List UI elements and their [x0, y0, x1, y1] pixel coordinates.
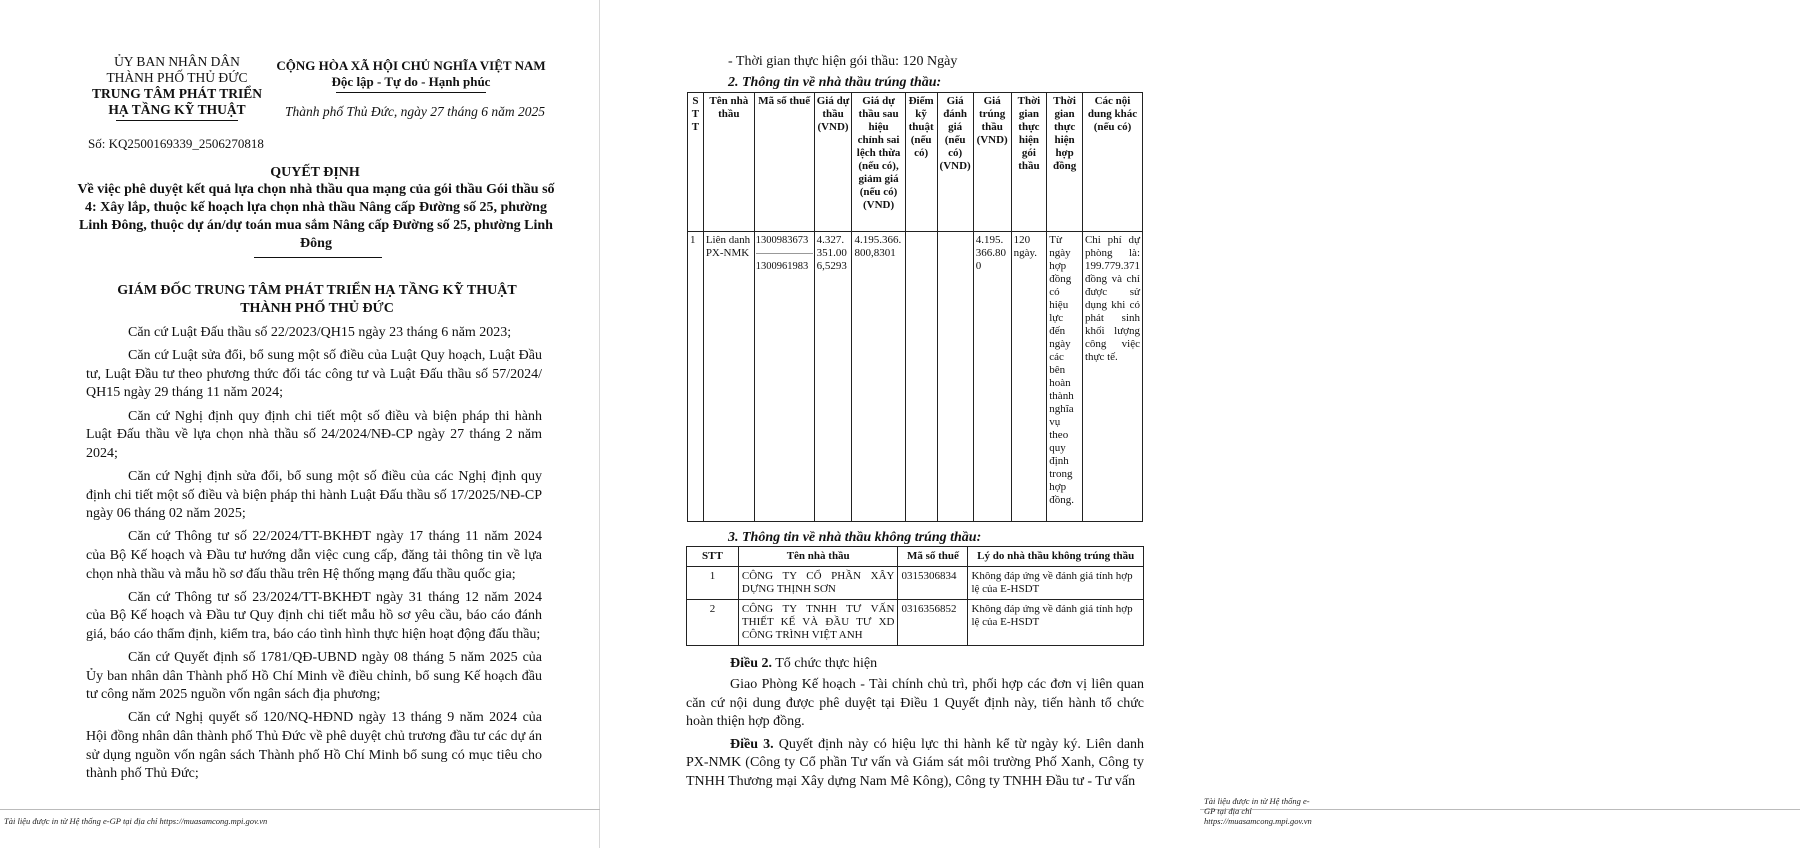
cell-name: Liên danh PX-NMK — [703, 232, 754, 522]
national-motto-header — [266, 58, 556, 93]
winner-table-header — [688, 93, 1143, 232]
legal-basis-paragraph: Căn cứ Thông tư số 22/2024/TT-BKHĐT ngày 17 tháng 11 năm 2024 của Bộ Kế hoạch và Đầu tư hướng dẫn việc cung cấp, đăng tải thông tin về lựa chọn nhà thầu và mẫu hồ sơ đấu thầu trên Hệ thống mạng đấu thầu quốc gia; — [86, 529, 542, 582]
article-3-text: Quyết định này có hiệu lực thi hành kể từ ngày ký. Liên danh PX-NMK (Công ty Cổ phần Tư vấn và Giám sát môi trường Phố Xanh, Công ty TNHH Thương mại Xây dựng Nam Mê Kông), Công ty TNHH Đầu tư - Tư vấn — [686, 736, 1145, 789]
director-title-line-1: GIÁM ĐỐC TRUNG TÂM PHÁT TRIỂN HẠ TẦNG KỸ THUẬT — [117, 283, 517, 298]
cell-stt: 1 — [688, 232, 704, 522]
cell-tax: 0315306834 — [898, 567, 968, 600]
page-footer: Tài liệu được in từ Hệ thống e-GP tại địa chỉ https://muasamcong.mpi.gov.vn — [4, 816, 268, 826]
col-header: Giá đánh giá (nếu có) (VND) — [937, 93, 973, 232]
article-2-heading — [730, 656, 877, 672]
col-header: Tên nhà thầu — [703, 93, 754, 232]
article-2-text: Giao Phòng Kế hoạch - Tài chính chủ trì, phối hợp các đơn vị liên quan căn cứ nội dung được phê duyệt tại Điều 1 Quyết định này, tiến hành tổ chức hoàn thiện hợp đồng. — [686, 677, 1144, 730]
legal-basis-paragraph: Căn cứ Luật Đấu thầu số 22/2023/QH15 ngày 23 tháng 6 năm 2023; — [128, 325, 512, 340]
cell-eval-price — [937, 232, 973, 522]
cell-reason: Không đáp ứng về đánh giá tính hợp lệ của E-HSDT — [968, 567, 1144, 600]
issuing-agency-header — [72, 54, 282, 121]
national-title: CỘNG HÒA XÃ HỘI CHỦ NGHĨA VIỆT NAM — [276, 58, 546, 73]
cell-name: CÔNG TY CỔ PHẦN XÂY DỰNG THỊNH SƠN — [738, 567, 898, 600]
cell-reason: Không đáp ứng về đánh giá tính hợp lệ của E-HSDT — [968, 600, 1144, 646]
col-header: Điểm kỹ thuật (nếu có) — [905, 93, 937, 232]
tax-code-1: 1300983673 — [755, 235, 809, 246]
col-header: Tên nhà thầu — [738, 547, 898, 567]
agency-line-2: THÀNH PHỐ THỦ ĐỨC — [106, 70, 248, 85]
article-3-label: Điều 3. — [730, 736, 774, 752]
package-duration: - Thời gian thực hiện gói thầu: 120 Ngày — [728, 54, 958, 69]
col-header: Mã số thuế — [898, 547, 968, 567]
legal-basis-paragraph: Căn cứ Nghị định quy định chi tiết một số điều và biện pháp thi hành Luật Đấu thầu về lựa chọn nhà thầu số 24/2024/NĐ-CP ngày 27 tháng 2 năm 2024; — [86, 408, 542, 461]
decision-subject: Về việc phê duyệt kết quả lựa chọn nhà thầu qua mạng của gói thầu Gói thầu số 4: Xây lắp, thuộc kế hoạch lựa chọn nhà thầu Nâng cấp Đường số 25, phường Linh Đông, thuộc dự án/dự toán mua sắm Nâng cấp Đường số 25, phường Linh Đông — [77, 182, 555, 251]
article-2-title: Tổ chức thực hiện — [775, 656, 878, 671]
footer-divider — [0, 809, 600, 810]
cell-tech-score — [905, 232, 937, 522]
agency-underline — [116, 120, 238, 121]
col-header: Các nội dung khác (nếu có) — [1082, 93, 1142, 232]
cell-package-time: 120 ngày. — [1011, 232, 1047, 522]
national-motto: Độc lập - Tự do - Hạnh phúc — [331, 74, 491, 89]
tax-code-2: 1300961983 — [756, 253, 813, 273]
motto-underline — [336, 92, 486, 93]
article-2-label: Điều 2. — [730, 656, 772, 671]
col-header: Giá dự thầu sau hiệu chỉnh sai lệch thừa (nếu có), giảm giá (nếu có) (VND) — [852, 93, 905, 232]
director-title — [72, 282, 562, 318]
col-header: Lý do nhà thầu không trúng thầu — [968, 547, 1144, 567]
subject-underline — [254, 257, 382, 258]
col-header: Mã số thuế — [754, 93, 814, 232]
col-header: Thời gian thực hiện hợp đồng — [1047, 93, 1083, 232]
cell-adjusted-price: 4.195.366.800,8301 — [852, 232, 905, 522]
cell-stt: 1 — [687, 567, 739, 600]
cell-bid-price: 4.327.351.006,5293 — [814, 232, 852, 522]
section-3-title: 3. Thông tin về nhà thầu không trúng thầu: — [728, 530, 982, 545]
section-2-title: 2. Thông tin về nhà thầu trúng thầu: — [728, 75, 942, 90]
table-row — [687, 600, 1144, 646]
right-body-text — [686, 676, 1144, 792]
legal-basis-paragraph: Căn cứ Nghị quyết số 120/NQ-HĐND ngày 13 tháng 9 năm 2024 của Hội đồng nhân dân thành phố Thủ Đức về phê duyệt chủ trương đầu tư các dự án sử dụng nguồn vốn ngân sách Thành phố Hồ Chí Minh bổ sung có mục tiêu cho thành phố Thủ Đức; — [86, 710, 542, 782]
legal-basis-list — [86, 324, 542, 788]
legal-basis-paragraph: Căn cứ Thông tư số 23/2024/TT-BKHĐT ngày 31 tháng 12 năm 2024 của Bộ Kế hoạch và Đầu tư Quy định chi tiết mẫu hồ sơ yêu cầu, báo cáo đánh giá, báo cáo thẩm định, kiểm tra, báo cáo tình hình thực hiện hoạt động đấu thầu; — [86, 589, 542, 642]
table-row — [688, 232, 1143, 522]
agency-line-1: ỦY BAN NHÂN DÂN — [114, 54, 240, 69]
col-header: STT — [687, 547, 739, 567]
winner-table — [687, 92, 1143, 522]
cell-stt: 2 — [687, 600, 739, 646]
article-3-paragraph — [686, 736, 1144, 792]
cell-name: CÔNG TY TNHH TƯ VẤN THIẾT KẾ VÀ ĐẦU TƯ XD CÔNG TRÌNH VIỆT ANH — [738, 600, 898, 646]
document-number: Số: KQ2500169339_2506270818 — [88, 136, 264, 151]
decision-title: QUYẾT ĐỊNH — [270, 165, 360, 180]
loser-table-header — [687, 547, 1144, 567]
agency-line-4: HẠ TẦNG KỸ THUẬT — [108, 102, 246, 117]
cell-contract-time: Từ ngày hợp đồng có hiệu lực đến ngày các bên hoàn thành nghĩa vụ theo quy định trong hợp đồng. — [1047, 232, 1083, 522]
agency-line-3: TRUNG TÂM PHÁT TRIỂN — [92, 86, 262, 101]
legal-basis-paragraph: Căn cứ Luật sửa đổi, bổ sung một số điều của Luật Quy hoạch, Luật Đầu tư, Luật Đầu tư theo phương thức đối tác công tư và Luật Đấu thầu số 57/2024/ QH15 ngày 29 tháng 11 năm 2024; — [86, 348, 542, 401]
cell-tax-codes — [754, 232, 814, 522]
legal-basis-paragraph: Căn cứ Nghị định sửa đổi, bổ sung một số điều của các Nghị định quy định chi tiết một số điều và biện pháp thi hành Luật Đấu thầu số 17/2025/NĐ-CP ngày 06 tháng 02 năm 2025; — [86, 468, 542, 522]
col-header: Giá trúng thầu (VND) — [973, 93, 1011, 232]
col-header: STT — [688, 93, 704, 232]
issue-date: Thành phố Thủ Đức, ngày 27 tháng 6 năm 2025 — [284, 104, 546, 119]
cell-other: Chi phí dự phòng là: 199.779.371 đồng và chỉ được sử dụng khi có phát sinh khối lượng công việc thực tế. — [1082, 232, 1142, 522]
col-header: Thời gian thực hiện gói thầu — [1011, 93, 1047, 232]
col-header: Giá dự thầu (VND) — [814, 93, 852, 232]
legal-basis-paragraph: Căn cứ Quyết định số 1781/QĐ-UBND ngày 08 tháng 5 năm 2025 của Ủy ban nhân dân Thành phố Hồ Chí Minh về điều chỉnh, bổ sung Kế hoạch đầu tư công năm 2025 nguồn vốn ngân sách địa phương; — [86, 650, 542, 703]
page-footer: Tài liệu được in từ Hệ thống e-GP tại địa chỉ https://muasamcong.mpi.gov.vn — [1204, 796, 1312, 826]
director-title-line-2: THÀNH PHỐ THỦ ĐỨC — [240, 301, 394, 316]
left-page — [0, 0, 600, 848]
cell-win-price: 4.195.366.800 — [973, 232, 1011, 522]
table-row — [687, 567, 1144, 600]
cell-tax: 0316356852 — [898, 600, 968, 646]
loser-table — [686, 546, 1144, 646]
